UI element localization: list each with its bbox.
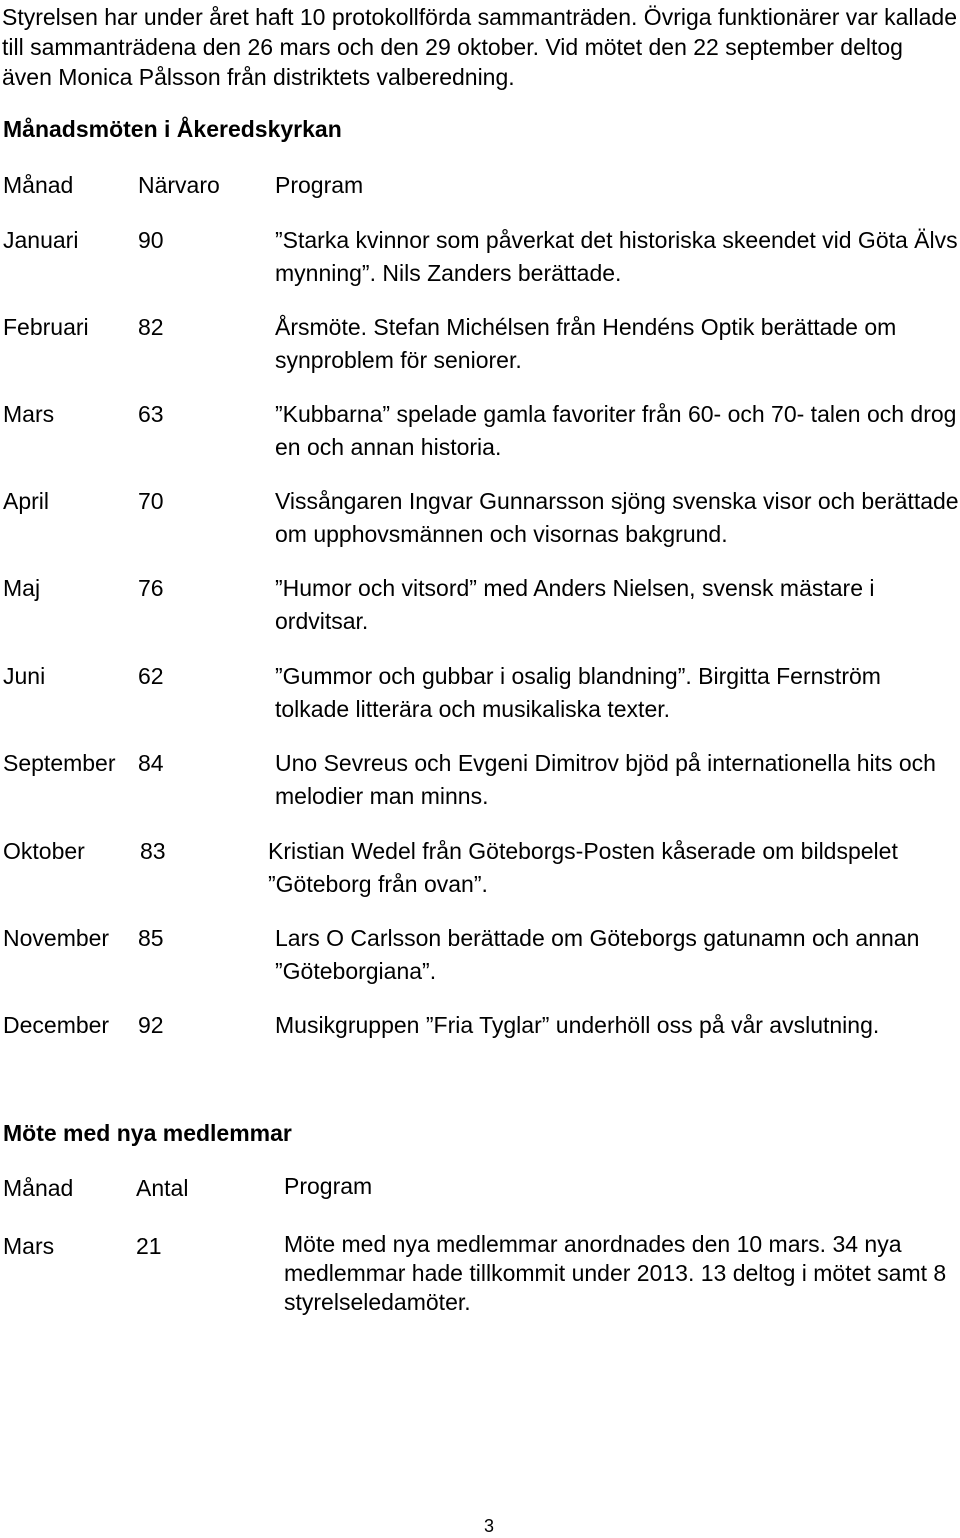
row-attendance: 85 [138, 925, 164, 951]
row-month: Mars [3, 1233, 55, 1259]
header-month: Månad [3, 1175, 74, 1201]
row-month: Juni [3, 663, 46, 689]
row-attendance: 90 [138, 227, 164, 253]
row-count: 21 [136, 1233, 162, 1259]
row-month: September [3, 750, 116, 776]
header-month: Månad [3, 172, 74, 198]
row-month: April [3, 488, 50, 514]
row-attendance: 62 [138, 663, 164, 689]
row-program: ”Starka kvinnor som påverkat det historiska skeendet vid Göta Älvs mynning”. Nils Zanders berättade. [275, 227, 958, 286]
row-program: Årsmöte. Stefan Michélsen från Hendéns Optik berättade om synproblem för seniorer. [275, 314, 897, 373]
header-count: Antal [136, 1175, 189, 1201]
row-month: Januari [3, 227, 79, 253]
row-program: Kristian Wedel från Göteborgs-Posten kåserade om bildspelet ”Göteborg från ovan”. [268, 838, 898, 897]
intro-paragraph: Styrelsen har under året haft 10 protokollförda sammanträden. Övriga funktionärer var kallade till sammanträdena den 26 mars och den 29 oktober. Vid mötet den 22 september deltog även Monica Pålsson från distriktets valberedning. [2, 4, 958, 90]
row-program: Möte med nya medlemmar anordnades den 10 mars. 34 nya medlemmar hade tillkommit under 2013. 13 deltog i mötet samt 8 styrelseledamöter. [284, 1231, 947, 1315]
row-program: Musikgruppen ”Fria Tyglar” underhöll oss på vår avslutning. [275, 1012, 880, 1038]
row-attendance: 76 [138, 575, 164, 601]
header-program: Program [275, 172, 364, 198]
header-attendance: Närvaro [138, 172, 220, 198]
row-month: Mars [3, 401, 55, 427]
row-program: Lars O Carlsson berättade om Göteborgs gatunamn och annan ”Göteborgiana”. [275, 925, 920, 984]
row-attendance: 70 [138, 488, 164, 514]
header-program: Program [284, 1173, 373, 1199]
row-month: Maj [3, 575, 41, 601]
row-attendance: 63 [138, 401, 164, 427]
page-number: 3 [484, 1516, 495, 1536]
row-month: November [3, 925, 110, 951]
row-attendance: 92 [138, 1012, 164, 1038]
new-members-heading: Möte med nya medlemmar [3, 1120, 292, 1146]
row-attendance: 84 [138, 750, 164, 776]
row-month: Februari [3, 314, 89, 340]
row-program: Uno Sevreus och Evgeni Dimitrov bjöd på internationella hits och melodier man minns. [275, 750, 936, 809]
row-month: December [3, 1012, 110, 1038]
row-month: Oktober [3, 838, 85, 864]
row-attendance: 82 [138, 314, 164, 340]
monthly-meetings-heading: Månadsmöten i Åkeredskyrkan [3, 116, 342, 142]
row-program: ”Humor och vitsord” med Anders Nielsen, svensk mästare i ordvitsar. [275, 575, 875, 634]
row-attendance: 83 [140, 838, 166, 864]
row-program: Vissångaren Ingvar Gunnarsson sjöng svenska visor och berättade om upphovsmännen och visornas bakgrund. [275, 488, 959, 547]
row-program: ”Kubbarna” spelade gamla favoriter från 60- och 70- talen och drog en och annan historia. [275, 401, 957, 460]
row-program: ”Gummor och gubbar i osalig blandning”. Birgitta Fernström tolkade litterära och musikaliska texter. [275, 663, 881, 722]
